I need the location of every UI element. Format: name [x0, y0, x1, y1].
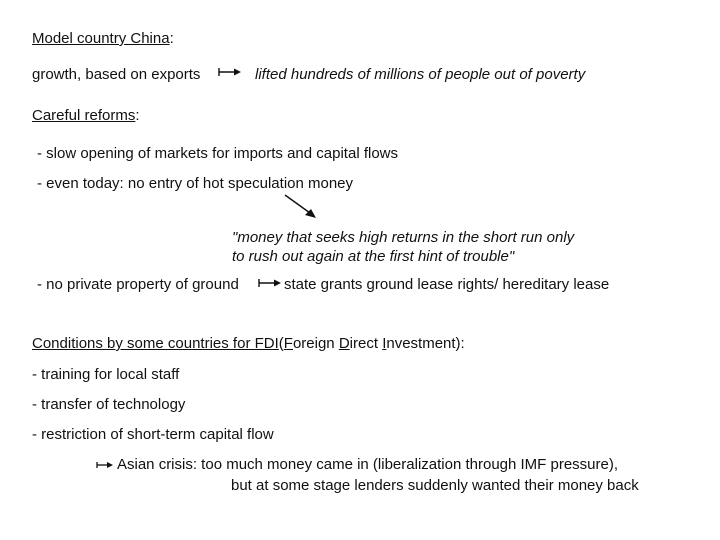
- condition-item-training: - training for local staff: [32, 366, 180, 383]
- reform-item-speculation: - even today: no entry of hot speculation money: [37, 175, 354, 192]
- paren-open: (: [278, 335, 284, 352]
- condition-item-capital-flow: - restriction of short-term capital flow: [32, 426, 274, 443]
- right-arrow-icon: [218, 66, 242, 78]
- heading-model-country-colon: :: [169, 30, 174, 47]
- right-arrow-icon: [96, 459, 114, 471]
- heading-careful-reforms-colon: :: [135, 107, 140, 124]
- diagonal-arrow-icon: [284, 194, 318, 220]
- reform-item-markets: - slow opening of markets for imports and capital flows: [37, 145, 398, 162]
- asian-crisis-line-2: but at some stage lenders suddenly wanted their money back: [231, 477, 639, 494]
- property-text: - no private property of ground: [37, 276, 239, 293]
- condition-item-technology: - transfer of technology: [32, 396, 186, 413]
- growth-text: growth, based on exports: [32, 66, 201, 83]
- word-oreign: oreign: [292, 335, 339, 352]
- word-irect: irect: [349, 335, 383, 352]
- heading-careful-reforms-text: Careful reforms: [32, 107, 136, 124]
- acronym-letter-f: F: [283, 335, 293, 352]
- right-arrow-icon: [258, 277, 282, 289]
- heading-conditions-fdi: [32, 335, 465, 353]
- heading-conditions-text: Conditions by some countries for FDI: [32, 335, 279, 352]
- heading-model-country: [32, 30, 174, 48]
- acronym-letter-i: I: [382, 335, 387, 352]
- lease-text: state grants ground lease rights/ hereditary lease: [284, 276, 610, 293]
- quote-line-2: to rush out again at the first hint of trouble": [232, 248, 515, 265]
- heading-model-country-text: Model country China: [32, 30, 170, 47]
- asian-crisis-line-1: Asian crisis: too much money came in (liberalization through IMF pressure),: [117, 456, 619, 473]
- quote-line-1: "money that seeks high returns in the short run only: [232, 229, 575, 246]
- word-nvestment: nvestment):: [386, 335, 465, 352]
- acronym-letter-d: D: [338, 335, 350, 352]
- poverty-text: lifted hundreds of millions of people out of poverty: [255, 66, 586, 83]
- heading-careful-reforms: [32, 107, 140, 125]
